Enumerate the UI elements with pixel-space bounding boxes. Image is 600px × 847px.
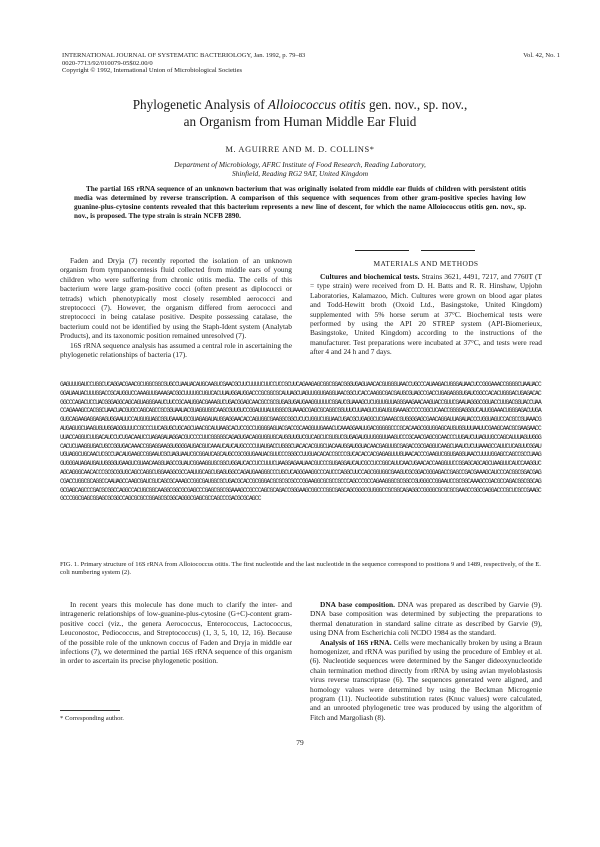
volume-label: Vol. 42, No. 1 xyxy=(523,52,560,59)
methods-cultures xyxy=(310,272,542,357)
cultures-heading: Cultures and biochemical tests. xyxy=(320,272,420,281)
title-part-2: gen. nov., sp. nov., xyxy=(365,97,468,112)
title-part-1: Phylogenetic Analysis of xyxy=(132,97,268,112)
body-right xyxy=(310,600,542,722)
intro-paragraph-2: 16S rRNA sequence analysis has assumed a central role in ascertaining the phylogenetic relationships of bacteria (17). xyxy=(60,340,292,360)
title-line-2: an Organism from Human Middle Ear Fluid xyxy=(183,114,417,129)
footnote-divider xyxy=(60,710,120,711)
authors: M. AGUIRRE AND M. D. COLLINS* xyxy=(225,145,375,154)
copyright-line: Copyright © 1992, International Union of Microbiological Societies xyxy=(62,67,243,75)
dna-heading: DNA base composition. xyxy=(320,600,396,609)
rrna-text: Cells were mechanically broken by using a Braun homogenizer, and rRNA was purified by using the procedure of Embley et al. (6). Nucleotide sequences were determined by the Sanger dideoxynucleotide chain termination method directly from rRNA by using avian myeloblastosis virus reverse transcriptase (6). The sequences generated were aligned, and homology values were determined by using the Beckman Microgenie program (11). Nucleotide substitution rates (Knuc values) were calculated, and an unrooted phylogenetic tree was produced by using the algorithm of Fitch and Margoliash (8). xyxy=(310,637,542,722)
dna-text: DNA was prepared as described by Garvie (9). DNA base composition was determined by subjecting the preparations to thermal denaturation in standard saline citrate as described by Garvie (9), using DNA from Escherichia coli NCDO 1984 as the standard. xyxy=(310,600,543,638)
figure-caption xyxy=(60,561,542,578)
figure-label: FIG. 1. xyxy=(60,561,79,568)
section-divider xyxy=(355,246,475,254)
page-number: 79 xyxy=(296,738,304,747)
title-genus: Alloiococcus otitis xyxy=(267,97,366,112)
affiliation-line-2: Shinfield, Reading RG2 9AT, United Kingdom xyxy=(231,169,369,179)
abstract: The partial 16S rRNA sequence of an unknown bacterium that was originally isolated from middle ear fluids of children with persistent otitis media was determined by reverse transcription. A comparison of this sequence with sequences from other gram-positive species having low guanine-plus-cytosine contents revealed that this bacterium represents a new line of descent, for which the name Alloiococcus otitis gen. nov., sp. nov., is proposed. The type strain is strain NCFB 2890. xyxy=(74,185,526,220)
body-left-paragraph: In recent years this molecule has done much to clarify the inter- and intrageneric relationships of low-guanine-plus-cytosine (G+C)-content gram-positive cocci (viz., the genera Aerococcus, Enterococcus, Lactococcus, Leuconostoc, Pediococcus, and Streptococcus) (1, 3, 5, 10, 12, 16). Because of the possible role of the unknown coccus of Faden and Dryja in middle ear infections (7), we determined the partial 16S rRNA sequence of this organism in order to ascertain its precise phylogenetic position. xyxy=(60,600,292,666)
intro-paragraph-1: Faden and Dryja (7) recently reported the isolation of an unknown organism from tympanocentesis fluid collected from middle ears of young children who were suffering from chronic otitis media. The cells of this bacterium were large gram-positive cocci (often present as diplococci or tetrads) which phenotypically most closely resembled aerococci and streptococci (7). However, the organism differed from aerococci and streptococci in being catalase positive. Despite possessing catalase, the bacterium could not be identified by using the Staph-Ident system (Analytab Products), and its taxonomic position remained unresolved (7). xyxy=(60,256,292,341)
issn-line: 0020-7713/92/010079-05$02.00/0 xyxy=(62,59,153,67)
cultures-text: Strains 3621, 4491, 7217, and 7760T (T = type strain) were received from D. H. Batts and R. R. Hinshaw, Upjohn Laboratories, Kalamazoo, Mich. Cultures were grown on blood agar plates and Todd-Hewitt broth (Oxoid Ltd., Basingstoke, United Kingdom) supplemented with 5% horse serum at 37°C. Biochemical tests were performed by using the API 20 STREP system (API-Biomerieux, Basingstoke, United Kingdom) according to the instructions of the manufacturer. Test preparations were incubated at 37°C, and tests were read after 4 and 24 h and 7 days. xyxy=(310,272,542,357)
journal-header xyxy=(62,52,422,75)
affiliation-line-1: Department of Microbiology, AFRC Institute of Food Research, Reading Laboratory, xyxy=(174,160,426,169)
footnote: * Corresponding author. xyxy=(60,715,124,722)
figure-caption-text: Primary structure of 16S rRNA from Alloiococcus otitis. The first nucleotide and the last nucleotide in the sequence correspond to positions 9 and 1489, respectively, of the E. coli numbering system (2). xyxy=(60,561,541,577)
body-left xyxy=(60,600,292,666)
methods-heading: MATERIALS AND METHODS xyxy=(373,259,479,268)
affiliation xyxy=(40,160,560,178)
article-title xyxy=(40,96,560,130)
introduction xyxy=(60,256,292,359)
journal-line: INTERNATIONAL JOURNAL OF SYSTEMATIC BACTERIOLOGY, Jan. 1992, p. 79–83 xyxy=(62,52,306,59)
rrna-sequence: GAGUUUGAUCCUGGCUCAGGACGAACGCUGGCGGCGUGCCUAAUACAUGCAAGUCGAACGCUUCUUUUCUUCCUCCGCUUCAGAAGAGCGGCGGACGGGUGAGUAACACGUGGGUAACCUGCCCAUAAGACUGGGAUAACUCCGGGAAACCGGGGCUAAUACCGGAUAAUACUUUGGACCGCAUGGUCCAAAGUUGAAAGACGGCUUUUGCUGUCACUUAUGGAUGGACCCGCGGCGCAUUAGCUAGUUGGUGAGGUAACGGCUCACCAAGGCGACGAUGCGUAGCCGACCUGAGAGGGUGAUCGGCCACACUGGGACUGAGACACGGCCCAGACUCCUACGGGAGGCAGCAGUAGGGAAUCUUCCGCAAUGGACGAAAGUCUGACGGAGCAACGCCGCGUGAGUGAUGAAGGUUUUCGGAUCGUAAAGCUCUGUUGUUAGGGAAGAACAAGUACCGUUCGAAUAGGGCGGUACCUUGACGGUACCUAACCAGAAAGCCACGGCUAACUACGUGCCAGCAGCCGCGGUAAUACGUAGGUGGCAAGCGUUGUCCGGAUUUAUUGGGCGUAAAGCGAGCGCAGGCGGUUUCUUAAGUCUGAUGUGAAAGCCCCCGGCUCAACCGGGGAGGGUCAUUGGAAACUGGGAGACUUGAGUGCAGAAGAGGAGAGUGGAAUUCCAUGUGUAGCGGUGAAAUGCGUAGAGAUAUGGAGGAACACCAGUGGCGAAGGCGGCUCUCUGGUCUGUAACUGACGCUGAGGCUCGAAAGCGUGGGGAGCGAACAGGAUUAGAUACCCUGGUAGUCCACGCCGUAAACGAUGAGUGCUAAGUGUUGGAGGGUUUCCGCCCUUCAGUGCUGCAGCUAACGCAUUAAGCACUCCGCCUGGGGAGUACGACCGCAAGGUUGAAACUCAAAGGAAUUGACGGGGGCCCGCACAAGCGGUGGAGCAUGUGGUUUAAUUCGAAGCAACGCGAAGAACCUUACCAGGUCUUGACAUCCUCUGACAAUCCUAGAGAUAGGACGUCCCCUUCGGGGGCAGAGUGACAGGUGGUGCAUGGUUGUCGUCAGCUCGUGUCGUGAGAUGUUGGGUUAAGUCCCGCAACGAGCGCAACCCUUGAUCUUAGUUGCCAGCAUUUAGUUGGGCACUCUAAGGUGACUGCCGGUGACAAACCGGAGGAAGGUGGGGAUGACGUCAAAUCAUCAUGCCCCUUAUGACCUGGGCUACACACGUGCUACAAUGGAUGGUACAACGAGUUGCGAGACCGCGAGGUCAAGCUAAUCUCUUAAAGCCAUUCUCAGUUCGGAUUGUAGGCUGCAACUCGCCUACAUGAAGCCGGAAUCGCUAGUAAUCGCGGAUCAGCAUGCCGCGGUGAAUACGUUCCCGGGCCUUGUACACACCGCCCGUCACACCACGAGAGUUUGUAACACCCGAAGUCGGUGAGGUAACCUUUUGGAGCCAGCCGCCUAAGGUGGGAUAGAUGAUUGGGGUGAAGUCGUAACAAGGUAGCCGUAUCGGAAGGUGCGGCUGGAUCACCUCCUUUCUAAGGAGAAUAACGUCCCGUGAGGAUCAUCGCCUCCGGCAUUCAACUGAACACCAAGGUUCCGGAGCAGCAGCUAAGUUCAUCCAAGGUCAGCAGGGCAACACCCGCGCGGUGCAGCCAGGCUGGAAGGCGCCAAUUGCAGCUGAGUGGCCAGAUGAAGGGCCCUGCUCAGGGAAGGCCCAUCCCAGGCUUCCAGCGGUGGCGAAGUCGCGGACGGGAGACCGAGCCGACGAAAGCAUCCCACGGCGGACGAGCGACCUGGCGCAGGCCAAUAGCCAAGCGAUCGUCAGCGCAAAGCCGGCGAUGGCGCUGACGCACCGCGGGACGCGCGCGCCCGGAAGGCGCGCCGCCCAGCCCGCCAGAAGGGCGCGGCCGUGGGCCGGAAUCCGCGGCAAAGCCGACGCCAGACGGCGGCAGGCGAGCAGCCCGACGCGGCCAGGCCACUGCGGCAAGGCGGCGCGAGCCCGAGCGGCGGAAAGCCGCCCAGCGCAGACCGGGAAGCGGCCCGGCGAGCAGCGGGCGUGGGCCGCGGCAGAGGCCGGGGCGCGCGCGAAGCCGGCGAGGACCCGCUCGCCGAAGCGCCCGGCGAGCGGAGCGCGGCCAGCGCGCCGGAGCGCGGCAGGGCGAGCGCCAGCCCGACGCGCAGCC xyxy=(60,381,541,503)
rrna-heading: Analysis of 16S rRNA. xyxy=(320,637,392,647)
